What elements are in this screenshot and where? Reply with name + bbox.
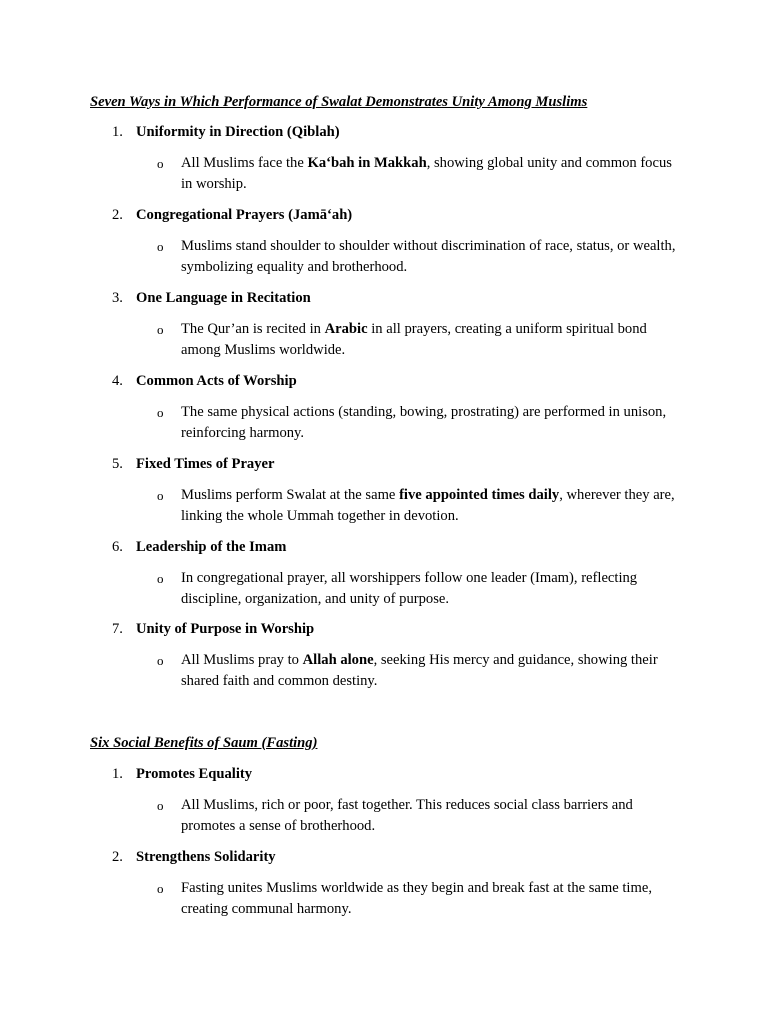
list-item-text: All Muslims pray to Allah alone, seeking His mercy and guidance, showing their shared faith and common destiny. [181,652,658,689]
list-item-heading: Strengthens Solidarity [136,849,276,865]
bullet-marker: o [157,881,164,896]
list-item-text: All Muslims face the Ka‘bah in Makkah, showing global unity and common focus in worship. [181,155,672,192]
bullet-marker: o [157,798,164,813]
list-item-text: The Qur’an is recited in Arabic in all prayers, creating a uniform spiritual bond among Muslims worldwide. [181,321,647,358]
list-item-heading: Uniformity in Direction (Qiblah) [136,124,340,140]
list-item-heading: Promotes Equality [136,766,253,782]
bullet-marker: o [157,156,164,171]
bullet-marker: o [157,653,164,668]
list-item-heading: Leadership of the Imam [136,539,287,555]
list-item-heading: Congregational Prayers (Jamā‘ah) [136,207,353,223]
list-item-heading: Fixed Times of Prayer [136,456,275,472]
list-item-heading: One Language in Recitation [136,290,311,306]
bullet-marker: o [157,239,164,254]
list-number: 1. [112,124,123,140]
list-number: 4. [112,373,123,389]
list-item-text: Muslims perform Swalat at the same five appointed times daily, wherever they are, linking the whole Ummah together in devotion. [181,487,675,524]
list-number: 7. [112,621,123,637]
list-item-text: Muslims stand shoulder to shoulder without discrimination of race, status, or wealth, symbolizing equality and brotherhood. [181,238,676,275]
bullet-marker: o [157,405,164,420]
list-item-heading: Common Acts of Worship [136,373,297,389]
section-title-saum-benefits: Six Social Benefits of Saum (Fasting) [90,735,318,751]
list-item-heading: Unity of Purpose in Worship [136,621,315,637]
section-title-swalat-unity: Seven Ways in Which Performance of Swalat Demonstrates Unity Among Muslims [90,94,588,110]
list-number: 2. [112,207,123,223]
list-number: 6. [112,539,123,555]
bullet-marker: o [157,488,164,503]
list-number: 2. [112,849,123,865]
bullet-marker: o [157,571,164,586]
list-number: 3. [112,290,123,306]
list-item-text: All Muslims, rich or poor, fast together. This reduces social class barriers and promotes a sense of brotherhood. [181,797,633,834]
list-item-text: The same physical actions (standing, bowing, prostrating) are performed in unison, reinforcing harmony. [181,404,667,441]
list-number: 5. [112,456,123,472]
list-item-text: Fasting unites Muslims worldwide as they begin and break fast at the same time, creating communal harmony. [181,880,652,917]
list-number: 1. [112,766,123,782]
bullet-marker: o [157,322,164,337]
list-item-text: In congregational prayer, all worshippers follow one leader (Imam), reflecting discipline, organization, and unity of purpose. [181,570,638,607]
